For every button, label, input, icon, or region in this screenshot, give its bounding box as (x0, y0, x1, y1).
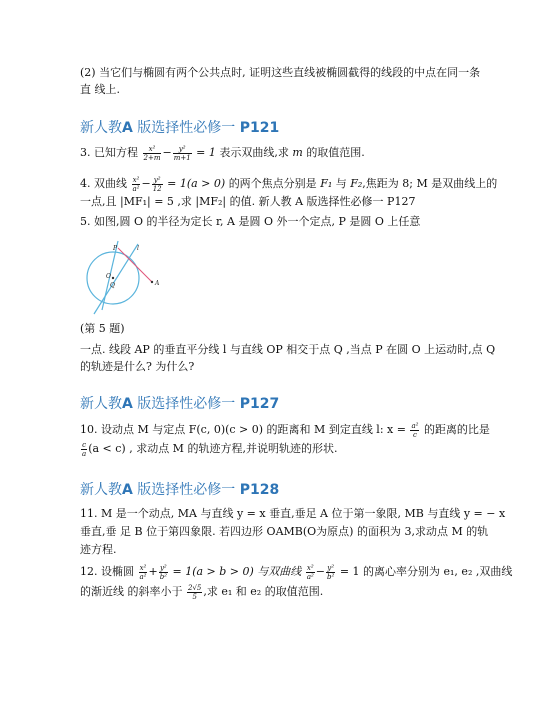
question-5-line-2: 一点. 线段 AP 的垂直平分线 l 与直线 OP 相交于点 Q ,当点 P 在圆 O 上运动时,点 Q (80, 343, 496, 356)
fraction: $\frac{\text{x²}}{\text{a²}}$ (306, 563, 314, 581)
section-heading-p128: 新人教A 版选择性必修一 P128 (80, 482, 280, 498)
question-5-line-3: 的轨迹是什么? 为什么? (80, 360, 195, 373)
question-12-line-1: 12. 设椭圆 $\frac{\text{x²}}{\text{a²}}$ + $\frac{\text{y²}}{\text{b²}}$ = 1(a > b > 0) 与双曲线 $\frac{\text{x²}}{\text{a²}}$ − $\frac{\text{y²}}{\text{b²}}$ = 1 的离心率分别为 e₁, e₂ ,双曲线 (80, 563, 513, 581)
fraction: $\frac{\text{y²}}{m+1}$ (173, 144, 191, 162)
point-o (112, 277, 114, 279)
label-a: A (155, 280, 160, 287)
question-3: 3. 已知方程 $\frac{\text{x²}}{2+m}$ − $\frac{\text{y²}}{m+1}$ = 1 表示双曲线,求 m 的取值范围. (80, 144, 365, 162)
label-l: l (137, 245, 139, 252)
question-12-line-2: 的渐近线 的斜率小于 $\frac{2√5}{5}$ ,求 e₁ 和 e₂ 的取值范围. (80, 583, 324, 601)
fraction: $\frac{\text{y²}}{12}$ (152, 175, 162, 193)
label-p: P (113, 245, 118, 252)
question-4-line-2: 一点,且 |MF₁| = 5 ,求 |MF₂| 的值. 新人教 A 版选择性必修一 P127 (80, 195, 416, 208)
fraction: $\frac{\text{y²}}{\text{b²}}$ (327, 563, 335, 581)
point-a (151, 281, 153, 283)
circle-figure (80, 238, 170, 318)
section-heading-p127: 新人教A 版选择性必修一 P127 (80, 396, 280, 412)
question-11-line-1: 11. M 是一个动点, MA 与直线 y = x 垂直,垂足 A 位于第一象限, MB 与直线 y = − x (80, 507, 506, 520)
section-heading-p121: 新人教A 版选择性必修一 P121 (80, 120, 280, 136)
fraction: $\frac{\text{x²}}{2+m}$ (143, 144, 161, 162)
fraction: $\frac{c}{a}$ (82, 440, 87, 458)
figure-caption: (第 5 题) (80, 322, 125, 335)
fraction: $\frac{\text{a²}}{c}$ (411, 421, 419, 439)
intro-line-1: (2) 当它们与椭圆有两个公共点时, 证明这些直线被椭圆截得的线段的中点在同一条 (80, 66, 481, 79)
fraction: $\frac{\text{x²}}{\text{a²}}$ (139, 563, 147, 581)
question-10-line-2: $\frac{c}{a}$ (a < c) , 求动点 M 的轨迹方程,并说明轨迹的形状. (82, 440, 338, 458)
question-11-line-3: 迹方程. (80, 543, 117, 556)
question-10-line-1: 10. 设动点 M 与定点 F(c, 0)(c > 0) 的距离和 M 到定直线 l: x = $\frac{\text{a²}}{c}$ 的距离的比是 (80, 421, 490, 439)
question-5-line-1: 5. 如图,圆 O 的半径为定长 r, A 是圆 O 外一个定点, P 是圆 O 上任意 (80, 215, 421, 228)
label-o: O (106, 273, 111, 280)
intro-line-2: 直 线上. (80, 83, 120, 96)
fraction: $\frac{2√5}{5}$ (188, 583, 202, 601)
fraction: $\frac{\text{y²}}{\text{b²}}$ (159, 563, 167, 581)
question-4-line-1: 4. 双曲线 $\frac{\text{x²}}{\text{a²}}$ − $\frac{\text{y²}}{12}$ = 1(a > 0) 的两个焦点分别是 F₁ 与 F₂,焦距为 8; M 是双曲线上的 (80, 175, 498, 193)
fraction: $\frac{\text{x²}}{\text{a²}}$ (132, 175, 140, 193)
segment-ap (118, 248, 152, 282)
question-11-line-2: 垂直,垂 足 B 位于第四象限. 若四边形 OAMB(O为原点) 的面积为 3,求动点 M 的轨 (80, 525, 489, 538)
label-q: Q (110, 282, 115, 289)
